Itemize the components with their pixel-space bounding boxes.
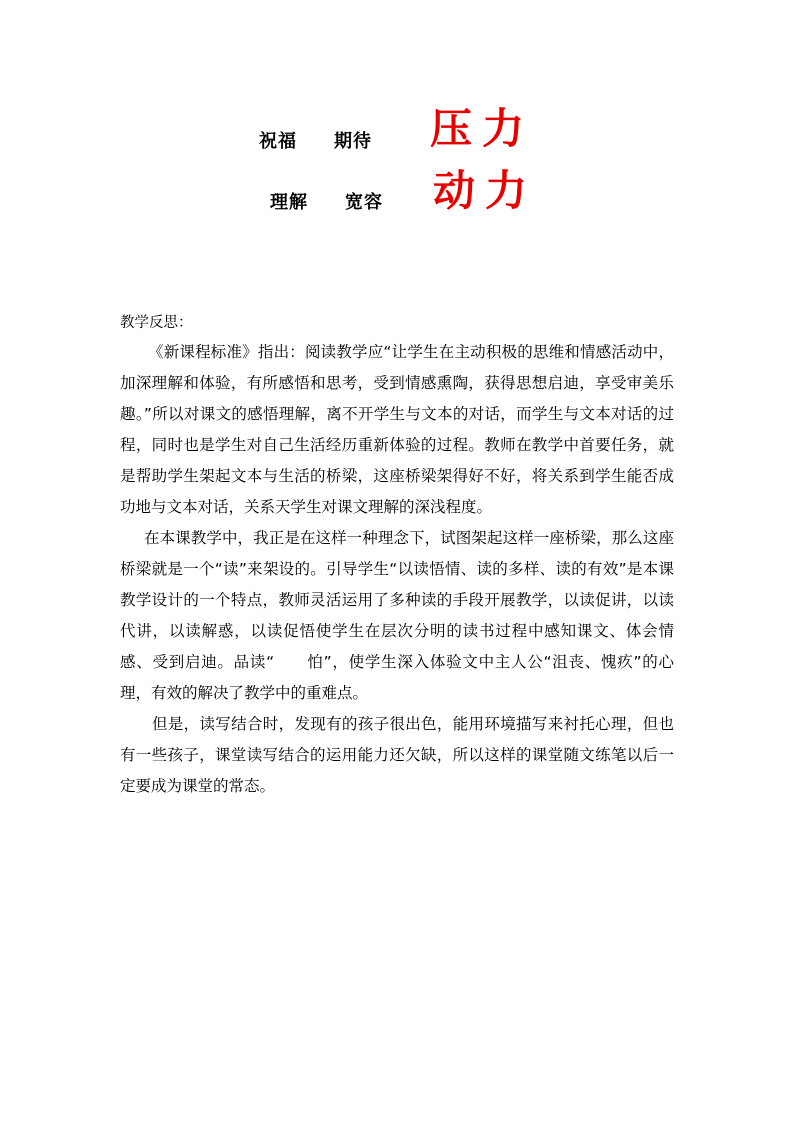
header-word-pressure: 压力: [430, 104, 535, 153]
header-word-tolerance: 宽容: [345, 192, 383, 213]
reflection-paragraph-1: 《新课程标准》指出：阅读教学应“让学生在主动积极的思维和情感活动中，加深理解和体验，有所感悟和思考，受到情感熏陶，获得思想启迪，享受审美乐趣。”所以对课文的感悟理解，离不开学生与文本的对话，而学生与文本对话的过程，同时也是学生对自己生活经历重新体验的过程。教师在教学中首要任务，就是帮助学生架起文本与生活的桥梁，这座桥梁架得好不好，将关系到学生能否成功地与文本对话，关系天学生对课文理解的深浅程度。: [120, 343, 674, 516]
reflection-label: 教学反思：: [120, 315, 193, 331]
reflection-paragraph-2: 在本课教学中，我正是在这样一种理念下，试图架起这样一座桥梁，那么这座桥梁就是一个“读”来架设的。引导学生“以读悟情、读的多样、读的有效”是本课教学设计的一个特点，教师灵活运用了多种读的手段开展教学，以读促讲，以读代讲，以读解惑，以读促悟使学生在层次分明的读书过程中感知课文、体会情感、受到启迪。品读“ 怕”，使学生深入体验文中主人公“沮丧、愧疚”的心理，有效的解决了教学中的重难点。: [120, 529, 674, 702]
header-word-expectation: 期待: [334, 131, 372, 152]
header-word-blessing: 祝福: [259, 131, 297, 152]
header-word-motivation: 动力: [433, 166, 538, 215]
reflection-paragraph-3: 但是，读写结合时，发现有的孩子很出色，能用环境描写来衬托心理，但也有一些孩子，课堂读写结合的运用能力还欠缺，所以这样的课堂随文练笔以后一定要成为课堂的常态。: [120, 715, 674, 795]
header-word-understanding: 理解: [270, 192, 308, 213]
